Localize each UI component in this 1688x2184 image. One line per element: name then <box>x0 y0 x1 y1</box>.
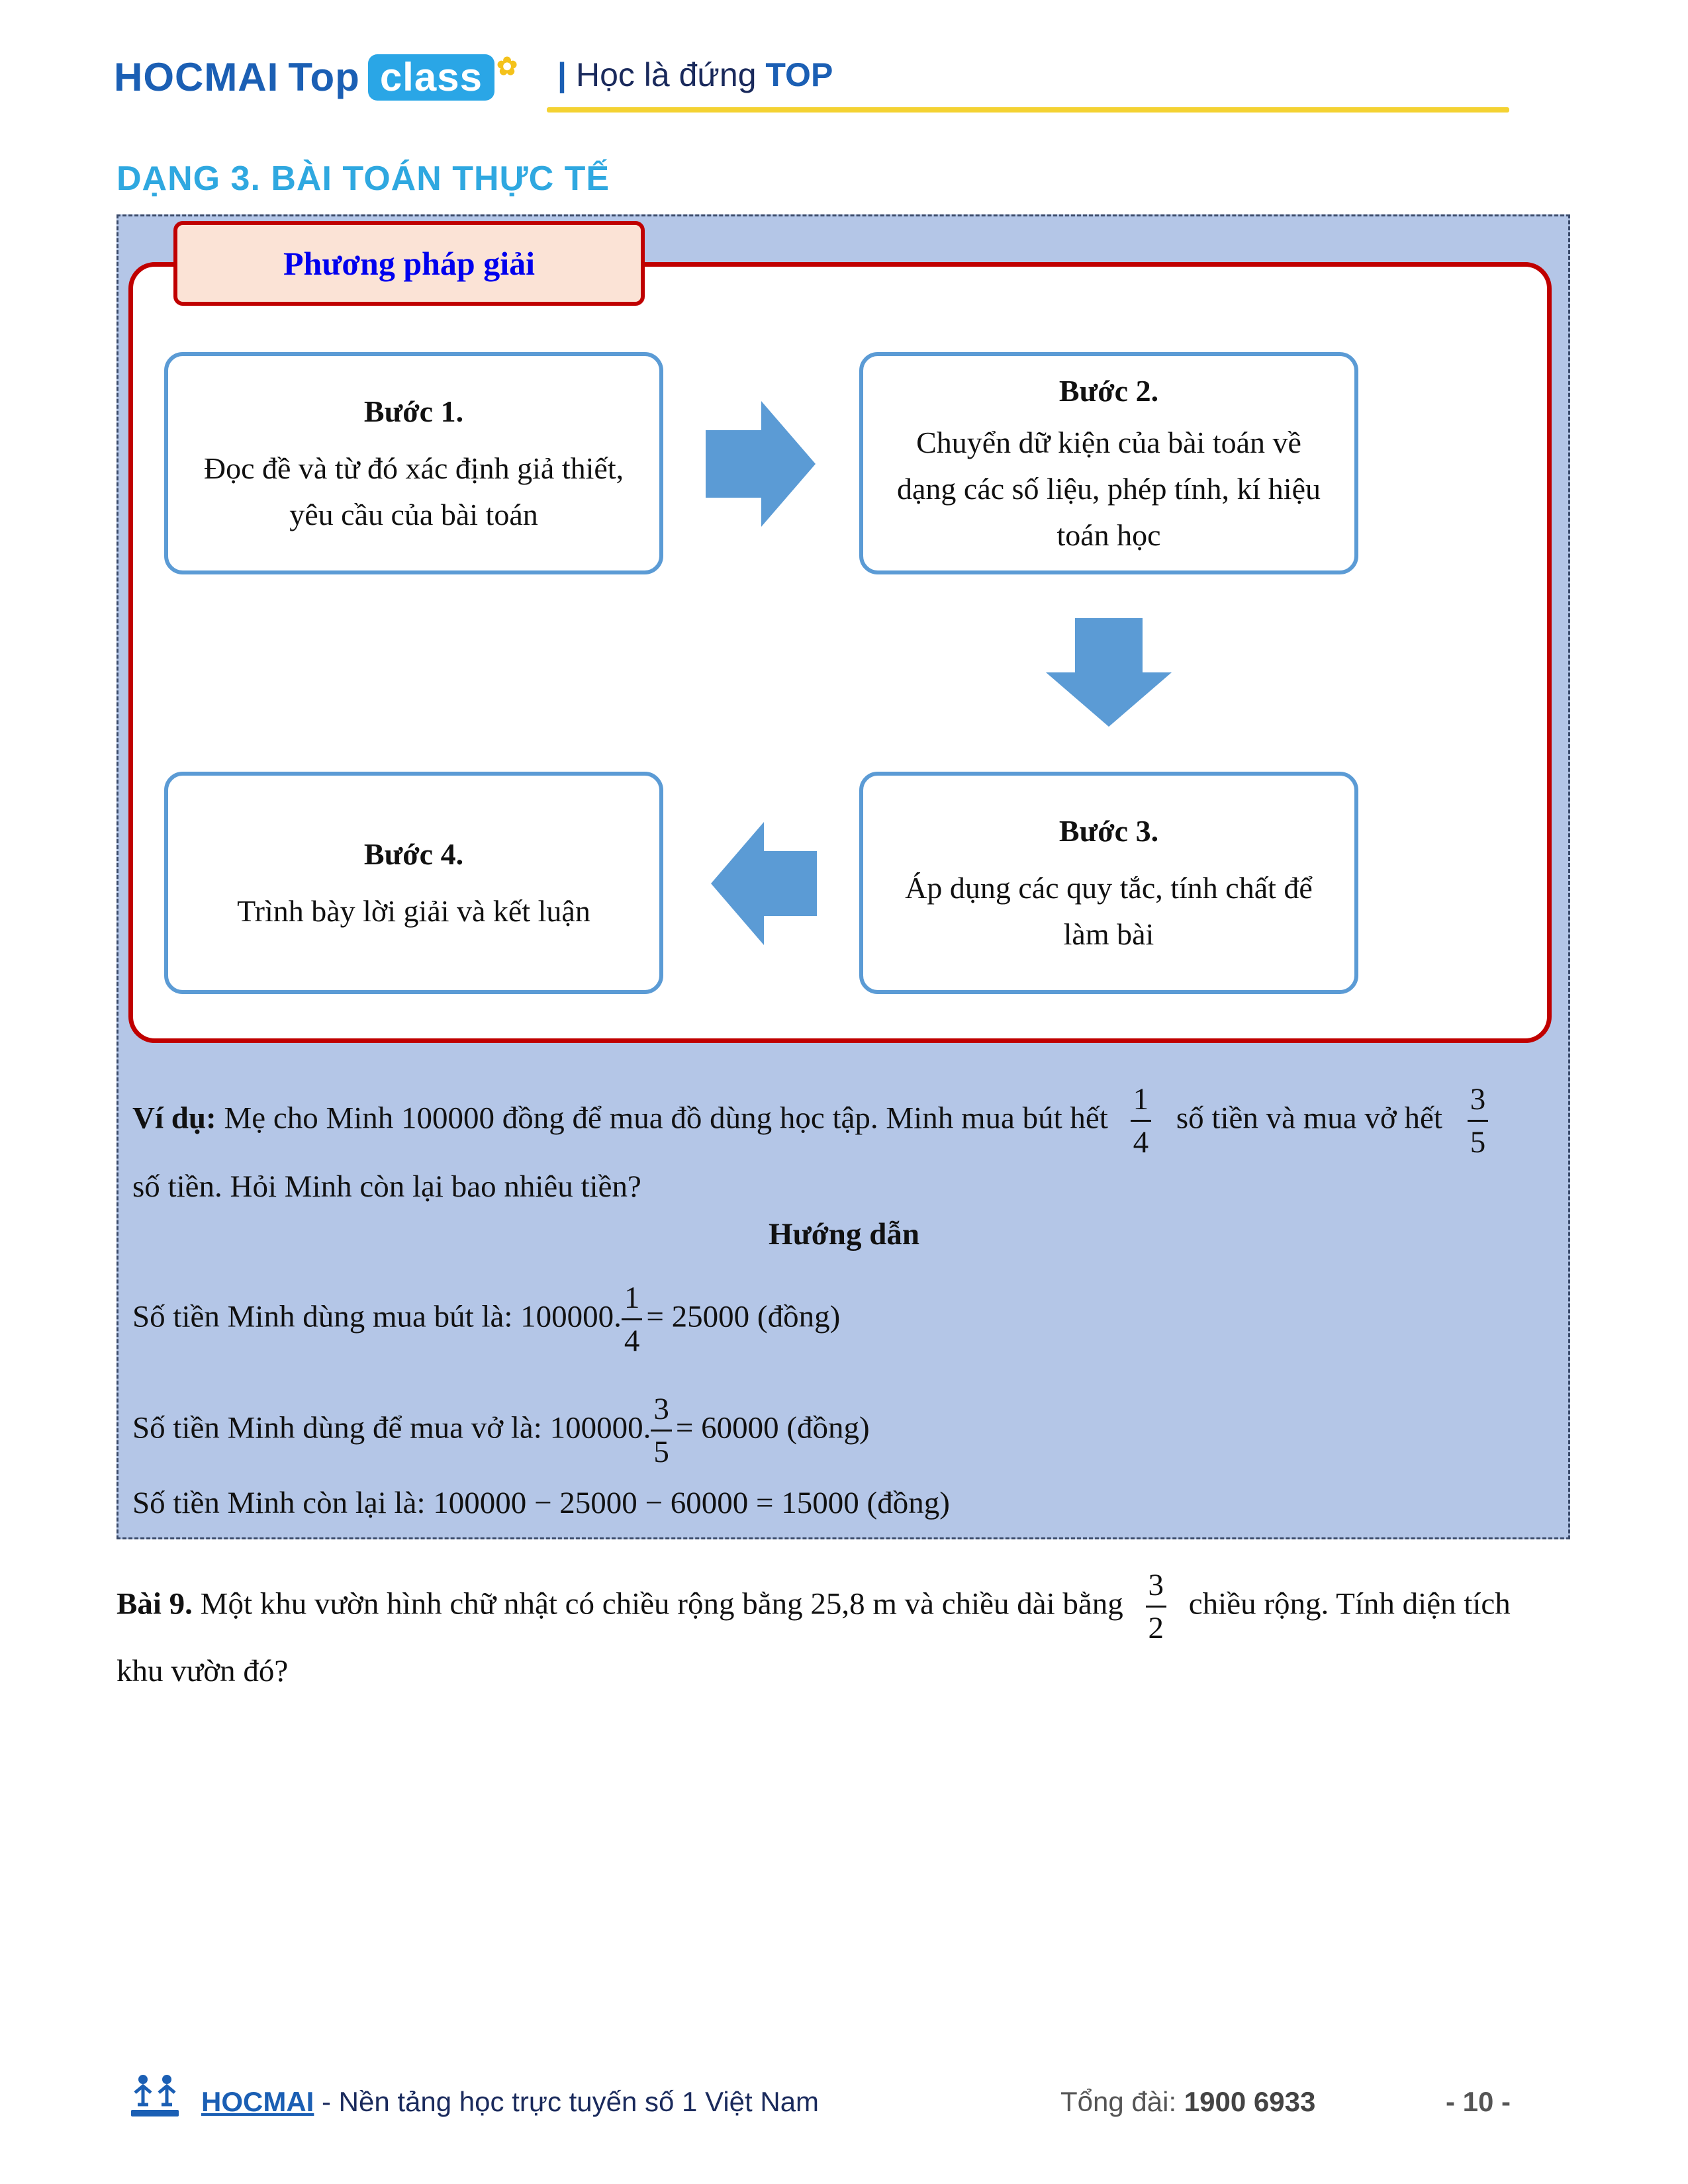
hocmai-topclass-logo <box>114 53 518 101</box>
fraction-numerator: 3 <box>1146 1565 1167 1608</box>
section-title: DẠNG 3. BÀI TOÁN THỰC TẾ <box>117 159 610 198</box>
logo-main: HOCMAI <box>114 55 279 99</box>
fraction-numerator: 3 <box>651 1388 672 1432</box>
page-number: - 10 - <box>1446 2086 1511 2117</box>
tagline-text: Học là đứng <box>576 56 757 93</box>
fraction-numerator: 3 <box>1468 1079 1489 1122</box>
exercise-text-2: chiều rộng. Tính diện tích <box>1188 1586 1511 1621</box>
footer-hotline <box>1060 2086 1315 2118</box>
logo-top: Top <box>288 55 360 99</box>
footer-brand-link[interactable]: HOCMAI <box>201 2086 314 2117</box>
exercise-text-3: khu vườn đó? <box>117 1654 289 1688</box>
solution-line-1-expr: 100000. <box>520 1299 622 1334</box>
footer-hotline-number: 1900 6933 <box>1184 2086 1316 2117</box>
fraction-numerator: 1 <box>622 1277 643 1320</box>
fraction-denominator: 2 <box>1148 1611 1164 1645</box>
step-3-line-2: làm bài <box>1063 917 1154 951</box>
step-4-box <box>164 772 663 994</box>
example-text-2: số tiền và mua vở hết <box>1176 1101 1442 1136</box>
step-2-title: Bước 2. <box>1058 374 1159 408</box>
step-1-line-2: yêu cầu của bài toán <box>289 498 538 531</box>
step-2-line-1: Chuyển dữ kiện của bài toán về <box>916 426 1301 459</box>
solution-line-3 <box>132 1480 950 1526</box>
solution-line-2-result: = 60000 (đồng) <box>675 1410 870 1445</box>
logo-class-text: class <box>379 55 483 99</box>
hocmai-logo-icon <box>130 2073 180 2119</box>
step-4-line-1: Trình bày lời giải và kết luận <box>237 894 590 928</box>
method-tab: Phương pháp giải <box>173 221 645 306</box>
footer-slogan: - Nền tảng học trực tuyến số 1 Việt Nam <box>314 2086 820 2117</box>
example-line-1 <box>132 1079 1495 1163</box>
tagline-top: TOP <box>765 56 833 93</box>
fraction-3-5-solution <box>651 1388 672 1473</box>
logo-class <box>368 53 518 101</box>
fraction-denominator: 4 <box>624 1324 640 1358</box>
exercise-text-1: Một khu vườn hình chữ nhật có chiều rộng bằng 25,8 m và chiều dài bằng <box>200 1586 1123 1621</box>
exercise-line-1 <box>117 1565 1511 1649</box>
step-2-line-3: toán học <box>1056 518 1161 552</box>
fraction-1-4 <box>1131 1079 1152 1163</box>
footer-hotline-label: Tổng đài: <box>1060 2086 1184 2117</box>
step-1-box <box>164 352 663 574</box>
tagline <box>557 56 833 94</box>
example-text-1: Mẹ cho Minh 100000 đồng để mua đồ dùng học tập. Minh mua bút hết <box>224 1101 1108 1136</box>
step-3-title: Bước 3. <box>1058 814 1159 848</box>
arrow-right-icon <box>706 401 816 527</box>
step-2-line-2: dạng các số liệu, phép tính, kí hiệu <box>896 472 1321 506</box>
star-icon: ✿ <box>496 53 518 81</box>
fraction-1-4-solution <box>622 1277 643 1361</box>
fraction-denominator: 5 <box>1470 1125 1486 1160</box>
solution-line-1 <box>132 1277 840 1361</box>
step-4-title: Bước 4. <box>363 837 464 871</box>
step-3-box <box>859 772 1358 994</box>
solution-line-1-result: = 25000 (đồng) <box>646 1299 841 1334</box>
solution-line-2-expr: 100000. <box>549 1410 651 1445</box>
tagline-separator: | <box>557 56 567 93</box>
arrow-left-icon <box>711 822 817 945</box>
solution-line-3-expr: 100000 − 25000 − 60000 = 15000 (đồng) <box>433 1486 950 1520</box>
exercise-label: Bài 9. <box>117 1586 193 1621</box>
step-3-line-1: Áp dụng các quy tắc, tính chất để <box>905 871 1313 905</box>
step-1-line-1: Đọc đề và từ đó xác định giả thiết, <box>203 451 624 485</box>
solution-line-3-text: Số tiền Minh còn lại là: <box>132 1486 426 1520</box>
arrow-down-icon <box>1046 618 1172 727</box>
header-divider <box>547 107 1509 113</box>
example-label: Ví dụ: <box>132 1101 216 1136</box>
fraction-denominator: 5 <box>653 1435 669 1469</box>
solution-line-2 <box>132 1388 870 1473</box>
example-text-3: số tiền. Hỏi Minh còn lại bao nhiêu tiền? <box>132 1169 641 1204</box>
step-1-title: Bước 1. <box>363 394 464 428</box>
solution-line-2-text: Số tiền Minh dùng để mua vở là: <box>132 1410 542 1445</box>
fraction-3-5 <box>1468 1079 1489 1163</box>
guide-title: Hướng dẫn <box>769 1217 919 1251</box>
fraction-3-2 <box>1146 1565 1167 1649</box>
fraction-denominator: 4 <box>1133 1125 1149 1160</box>
step-2-box <box>859 352 1358 574</box>
footer-brand-line <box>201 2086 819 2118</box>
solution-line-1-text: Số tiền Minh dùng mua bút là: <box>132 1299 513 1334</box>
fraction-numerator: 1 <box>1131 1079 1152 1122</box>
